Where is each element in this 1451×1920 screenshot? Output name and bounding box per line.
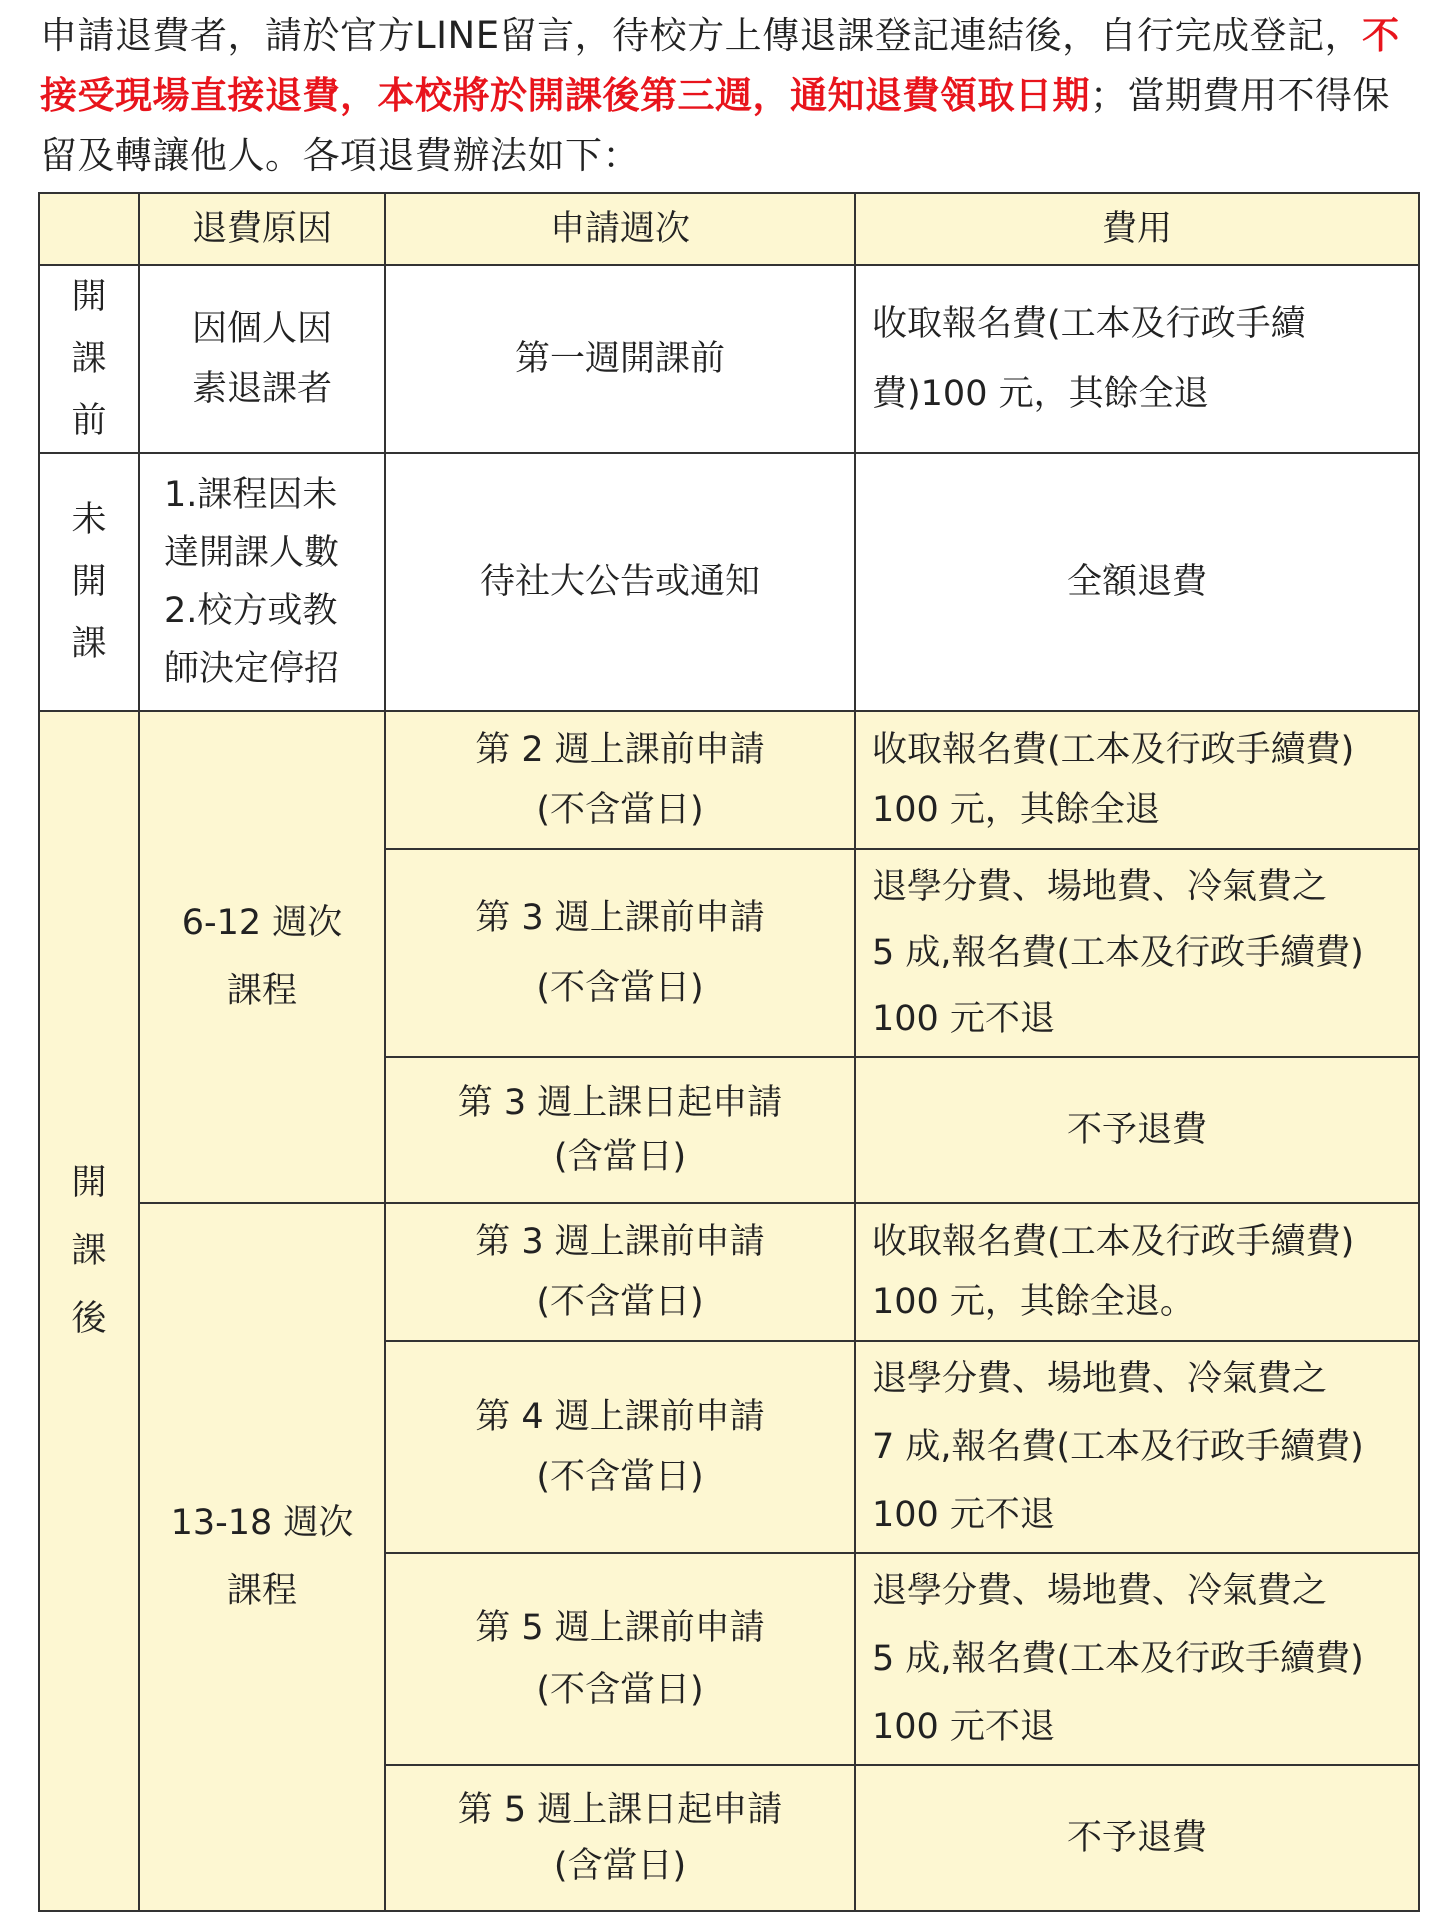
intro-warning-text: 不接受現場直接退費，本校將於開課後第三週，通知退費領取日期 bbox=[40, 14, 1400, 117]
fee-b2 bbox=[855, 1341, 1419, 1553]
group-a-label bbox=[139, 711, 385, 1203]
fee-a1 bbox=[855, 711, 1419, 849]
stage-before bbox=[39, 265, 139, 453]
fee-b1-2: 100 元，其餘全退。 bbox=[872, 1282, 1195, 1322]
week-a3-1: 第 3 週上課日起申請 bbox=[457, 1083, 783, 1123]
stage-before-label: 開課前 bbox=[71, 277, 107, 441]
group-b-label-1: 13-18 週次 bbox=[170, 1503, 354, 1543]
fee-before-text: 收取報名費(工本及行政手續費)100 元，其餘全退 bbox=[872, 304, 1306, 414]
week-b4 bbox=[385, 1765, 855, 1911]
fee-b4: 不予退費 bbox=[855, 1765, 1419, 1911]
week-a2-2: (不含當日) bbox=[536, 968, 704, 1008]
week-a1-1: 第 2 週上課前申請 bbox=[475, 730, 765, 770]
week-a3 bbox=[385, 1057, 855, 1203]
fee-a1-2: 100 元，其餘全退 bbox=[872, 790, 1160, 830]
table-row-before bbox=[39, 265, 1419, 453]
reason-before-text: 因個人因素退課者 bbox=[191, 309, 332, 409]
week-b3 bbox=[385, 1553, 855, 1765]
group-b-label bbox=[139, 1203, 385, 1911]
intro-text-2: ；當期費用不得保留及轉讓他人。各項退費辦法如下： bbox=[40, 74, 1390, 177]
fee-a2-3: 100 元不退 bbox=[872, 999, 1055, 1039]
intro-paragraph bbox=[40, 6, 1420, 186]
fee-a2-2: 5 成,報名費(工本及行政手續費) bbox=[872, 933, 1364, 973]
fee-b3-3: 100 元不退 bbox=[872, 1707, 1055, 1747]
week-cancelled: 待社大公告或通知 bbox=[385, 453, 855, 711]
fee-a2 bbox=[855, 849, 1419, 1057]
week-b2-1: 第 4 週上課前申請 bbox=[475, 1397, 765, 1437]
fee-b2-3: 100 元不退 bbox=[872, 1495, 1055, 1535]
reason-cancelled-2: 2.校方或教師決定停招 bbox=[164, 591, 340, 689]
table-header-row bbox=[39, 193, 1419, 265]
stage-after bbox=[39, 711, 139, 1911]
fee-b3-1: 退學分費、場地費、冷氣費之 bbox=[872, 1571, 1328, 1611]
fee-before bbox=[855, 265, 1419, 453]
reason-cancelled bbox=[139, 453, 385, 711]
week-a1 bbox=[385, 711, 855, 849]
reason-before bbox=[139, 265, 385, 453]
fee-a1-1: 收取報名費(工本及行政手續費) bbox=[872, 730, 1355, 770]
fee-cancelled: 全額退費 bbox=[855, 453, 1419, 711]
week-b2-2: (不含當日) bbox=[536, 1457, 704, 1497]
group-a-label-2: 課程 bbox=[226, 971, 297, 1011]
week-b3-2: (不含當日) bbox=[536, 1670, 704, 1710]
week-a3-2: (含當日) bbox=[553, 1137, 687, 1177]
stage-cancelled-label: 未開課 bbox=[71, 500, 107, 664]
fee-b2-1: 退學分費、場地費、冷氣費之 bbox=[872, 1359, 1328, 1399]
week-b1-2: (不含當日) bbox=[536, 1282, 704, 1322]
table-row-cancelled bbox=[39, 453, 1419, 711]
refund-table bbox=[38, 192, 1420, 1912]
fee-b3 bbox=[855, 1553, 1419, 1765]
week-b4-2: (含當日) bbox=[553, 1846, 687, 1886]
week-before: 第一週開課前 bbox=[385, 265, 855, 453]
intro-text-1: 申請退費者，請於官方LINE留言，待校方上傳退課登記連結後，自行完成登記， bbox=[40, 14, 1363, 57]
week-a1-2: (不含當日) bbox=[536, 790, 704, 830]
week-a2 bbox=[385, 849, 855, 1057]
week-a2-1: 第 3 週上課前申請 bbox=[475, 898, 765, 938]
group-b-label-2: 課程 bbox=[226, 1571, 297, 1611]
fee-b1 bbox=[855, 1203, 1419, 1341]
fee-b1-1: 收取報名費(工本及行政手續費) bbox=[872, 1222, 1355, 1262]
table-row-b1 bbox=[39, 1203, 1419, 1341]
fee-a2-1: 退學分費、場地費、冷氣費之 bbox=[872, 867, 1328, 907]
week-b1-1: 第 3 週上課前申請 bbox=[475, 1222, 765, 1262]
header-reason: 退費原因 bbox=[139, 193, 385, 265]
week-b1 bbox=[385, 1203, 855, 1341]
table-row-a1 bbox=[39, 711, 1419, 849]
header-week: 申請週次 bbox=[385, 193, 855, 265]
header-stage bbox=[39, 193, 139, 265]
group-a-label-1: 6-12 週次 bbox=[181, 903, 343, 943]
header-fee: 費用 bbox=[855, 193, 1419, 265]
week-b3-1: 第 5 週上課前申請 bbox=[475, 1608, 765, 1648]
stage-cancelled bbox=[39, 453, 139, 711]
week-b2 bbox=[385, 1341, 855, 1553]
reason-cancelled-1: 1.課程因未達開課人數 bbox=[164, 475, 340, 573]
fee-b3-2: 5 成,報名費(工本及行政手續費) bbox=[872, 1639, 1364, 1679]
fee-b2-2: 7 成,報名費(工本及行政手續費) bbox=[872, 1427, 1364, 1467]
week-b4-1: 第 5 週上課日起申請 bbox=[457, 1790, 783, 1830]
fee-a3: 不予退費 bbox=[855, 1057, 1419, 1203]
stage-after-label: 開課後 bbox=[71, 1163, 107, 1339]
